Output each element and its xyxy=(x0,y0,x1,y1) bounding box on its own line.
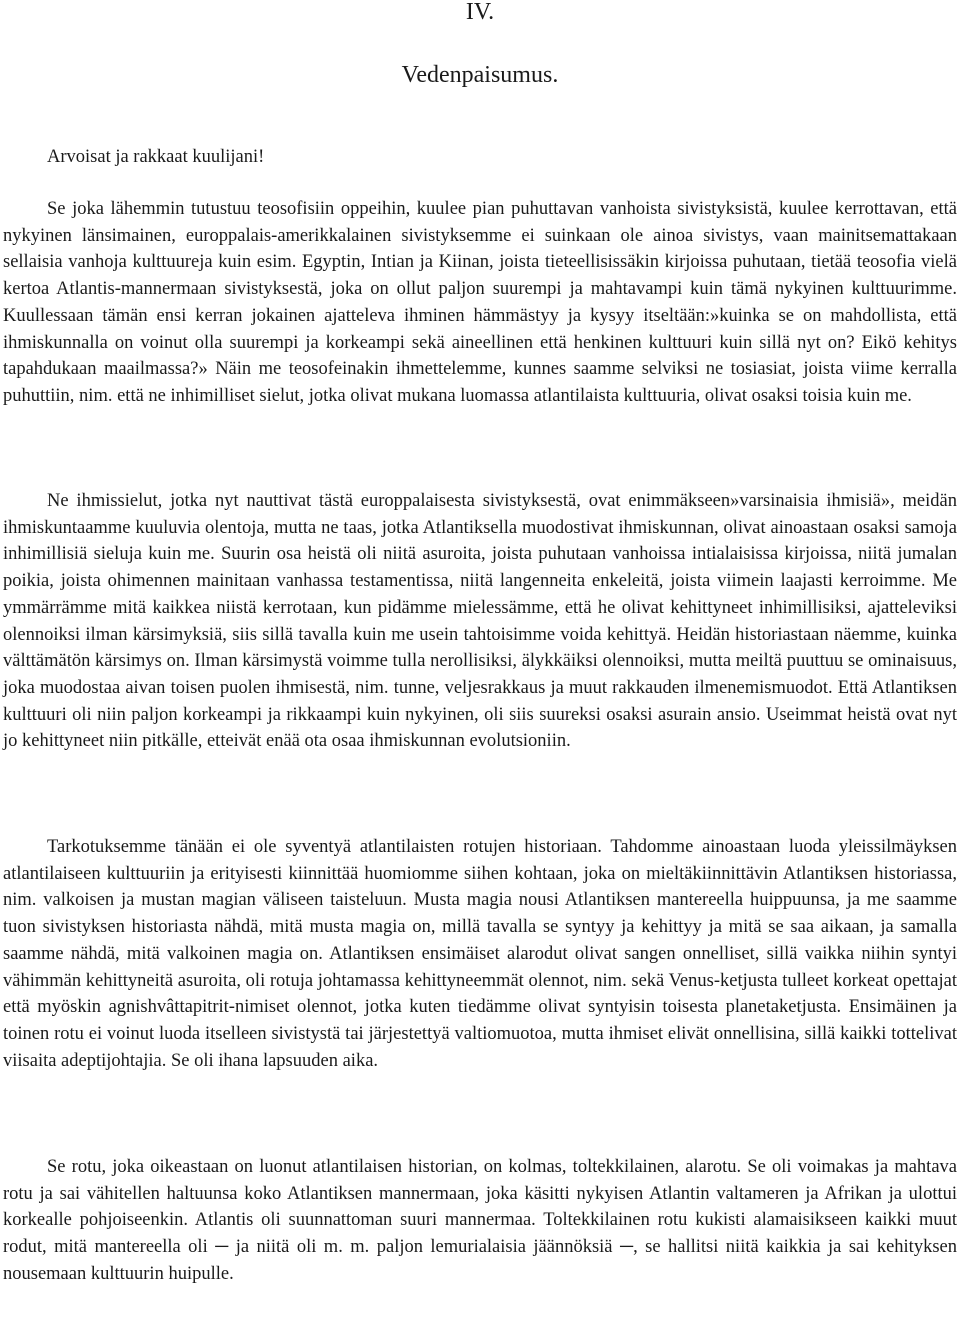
paragraph: Se joka lähemmin tutustuu teosofisiin oppeihin, kuulee pian puhuttavan vanhoista sivistyksistä, kuulee kerrottavan, että nykyinen länsimainen, europpalais-amerikkalainen sivistyksemme ei suinkaan ole ainoa sivistys, vaan mainitsemattakaan sellaisia vanhoja kulttuureja kuin esim. Egyptin, Intian ja Kiinan, joista tieteellisissäkin kirjoissa puhutaan, tietää teosofia vielä kertoa Atlantis-mannermaan sivistyksestä, joka on ollut paljon suurempi ja mahtavampi kuin tämä nykyinen kulttuurimme. Kuullessaan tämän ensi kerran jokainen ajatteleva ihminen hämmästyy ja kysyy itseltään:»kuinka se on mahdollista, että ihmiskunnalla on voinut olla suurempi ja korkeampi sekä aineellinen että henkinen kulttuuri kuin sillä nyt on? Eikö kehitys tapahdukaan maailmassa?» Näin me teosofeinakin ihmettelemme, kunnes saamme selviksi ne tosiasiat, joista viime kerralla puhuttiin, nim. että ne inhimilliset sielut, jotka olivat mukana luomassa atlantilaista kulttuuria, olivat osaksi toisia kuin me. xyxy=(3,199,957,406)
paragraph: Ne ihmissielut, jotka nyt nauttivat tästä europpalaisesta sivistyksestä, ovat enimmäkseen»varsinaisia ihmisiä», meidän ihmiskuntaamme kuuluvia olentoja, mutta ne taas, jotka Atlantiksella muodostivat ihmiskunnan, olivat ainoastaan osaksi samoja inhimillisiä sieluja kuin me. Suurin osa heistä oli niitä asuroita, joista puhutaan vanhoissa intialaisissa kirjoissa, niitä jumalan poikia, joista ohimennen mainitaan vanhassa testamentissa, niitä langenneita enkeleitä, joista viimein laajasti kerroimme. Me ymmärrämme mitä kaikkea niistä kerrotaan, kun pidämme mielessämme, että he olivat kehittyneet inhimillisiksi, ajatteleviksi olennoiksi ilman kärsimyksiä, siis sillä tavalla kuin me usein tahtoisimme voida kehittyä. Heidän historiastaan näemme, kuinka välttämätön kärsimys on. Ilman kärsimystä voimme tulla nerollisiksi, älykkäiksi olennoiksi, mutta meiltä puuttuu se ominaisuus, joka muodostaa aivan toisen puolen ihmisestä, nim. tunne, veljesrakkaus ja muut rakkauden ilmenemismuodot. Että Atlantiksen kulttuuri oli niin paljon korkeampi ja rikkaampi kuin nykyinen, oli siis suureksi osaksi asurain ansio. Useimmat heistä ovat nyt jo kehittyneet niin pitkälle, etteivät enää ota osaa ihmiskunnan evolutsioniin. xyxy=(3,491,957,752)
paragraph: Tarkotuksemme tänään ei ole syventyä atlantilaisten rotujen historiaan. Tahdomme ainoastaan luoda yleissilmäyksen atlantilaiseen kulttuuriin ja erityisesti kiinnittää huomiomme siihen kohtaan, joka on mieltäkiinnittävin Atlantiksen historiassa, nim. valkoisen ja mustan magian väliseen taisteluun. Musta magia nousi Atlantiksen mantereella huippuunsa, ja me saamme tuon sivistyksen historiasta nähdä, mitä musta magia on, millä tavalla se syntyy ja kehittyy ja mitä se saa aikaan, ja samalla saamme nähdä, mitä valkoinen magia on. Atlantiksen ensimäiset alarodut olivat sangen onnelliset, sillä vaikka niihin syntyi vähimmän kehittyneitä asuroita, oli rotuja johtamassa kehittyneemmät olennot, nim. sekä Venus-ketjusta tulleet korkeat opettajat että myöskin agnishvâttapitrit-nimiset olennot, jotka kuten tiedämme olivat syntyisin toisesta planetaketjusta. Ensimäinen ja toinen rotu ei voinut luoda itselleen sivistystä tai järjestettyä valtiomuotoa, mutta ihmiset elivät onnellisina, sillä kaikki tottelivat viisaita adeptijohtajia. Se oli ihana lapsuuden aika. xyxy=(3,837,957,1071)
salutation: Arvoisat ja rakkaat kuulijani! xyxy=(47,147,265,167)
chapter-number: IV. xyxy=(465,0,495,25)
paragraph: Se rotu, joka oikeastaan on luonut atlantilaisen historian, on kolmas, toltekkilainen, alarotu. Se oli voimakas ja mahtava rotu ja sai vähitellen haltuunsa koko Atlantiksen mannermaan, joka käsitti nykyisen Atlantin valtameren ja Afrikan ja ulottui korkealle pohjoiseenkin. Atlantis oli suunnattoman suuri mannermaa. Toltekkilainen rotu kukisti alamaisikseen kaikki muut rodut, mitä mantereella oli ─ ja niitä oli m. m. paljon lemurialaisia jäännöksiä ─, se hallitsi niitä kaikkia ja sai kehityksen nousemaan kulttuurin huipulle. xyxy=(3,1157,957,1284)
chapter-title: Vedenpaisumus. xyxy=(401,62,559,88)
